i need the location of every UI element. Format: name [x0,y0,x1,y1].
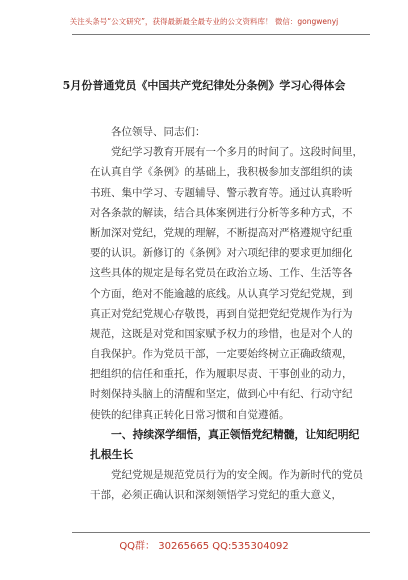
header-banner-text: 关注头条号“公文研究”，获得最新最全最专业的公文资料库！ 微信：gongwenyj [69,17,339,26]
document-body [90,122,364,506]
document-title: 5月份普通党员《中国共产党纪律处分条例》学习心得体会 [62,79,346,92]
body-line: 要的认识。新修订的《条例》对六项纪律的要求更加细化 [90,247,353,260]
body-line: 这些具体的规定是每名党员在政治立场、工作、生活等各 [90,267,353,280]
body-line: 书班、集中学习、专题辅导、警示教育等。通过认真聆听 [90,186,353,199]
footer-divider [72,532,370,533]
body-line: 自我保护。作为党员干部，一定要始终树立正确政绩观， [90,348,353,361]
body-line: 真正对党纪党规心存敬畏，再到自觉把党纪党规作为行为 [90,307,353,320]
body-line: 时刻保持头脑上的清醒和坚定，做到心中有纪、行动守纪 [90,388,353,401]
page-footer [0,532,408,552]
section-heading-continued: 扎根生长 [90,448,134,461]
body-line: 干部，必须正确认识和深刻领悟学习党纪的重大意义， [90,489,342,502]
body-line: 规范，这既是对党和国家赋予权力的珍惜，也是对个人的 [90,327,353,340]
header-divider [72,34,370,35]
page-header [0,0,408,36]
body-line: 使铁的纪律真正转化日常习惯和自觉遵循。 [90,408,290,421]
body-line: 党纪党规是规范党员行为的安全阀。作为新时代的党员 [111,469,363,482]
body-line: 把组织的信任和重托，作为履职尽责、干事创业的动力， [90,368,353,381]
greeting: 各位领导、同志们： [111,126,206,138]
body-line: 党纪学习教育开展有一个多月的时间了。这段时间里， [111,146,363,159]
body-line: 断加深对党纪，党规的理解，不断提高对严格遵规守纪重 [90,226,353,239]
body-line: 在认真自学《条例》的基础上，我积极参加支部组织的读 [90,166,353,179]
footer-contact-text: QQ群： 30265665 QQ:535304092 [119,541,289,552]
body-line: 对各条款的解读，结合具体案例进行分析等多种方式，不 [90,206,353,219]
section-heading: 一、持续深学细悟，真正领悟党纪精髓，让知纪明纪 [111,427,360,441]
body-line: 个方面，绝对不能逾越的底线。从认真学习党纪党规，到 [90,287,353,300]
